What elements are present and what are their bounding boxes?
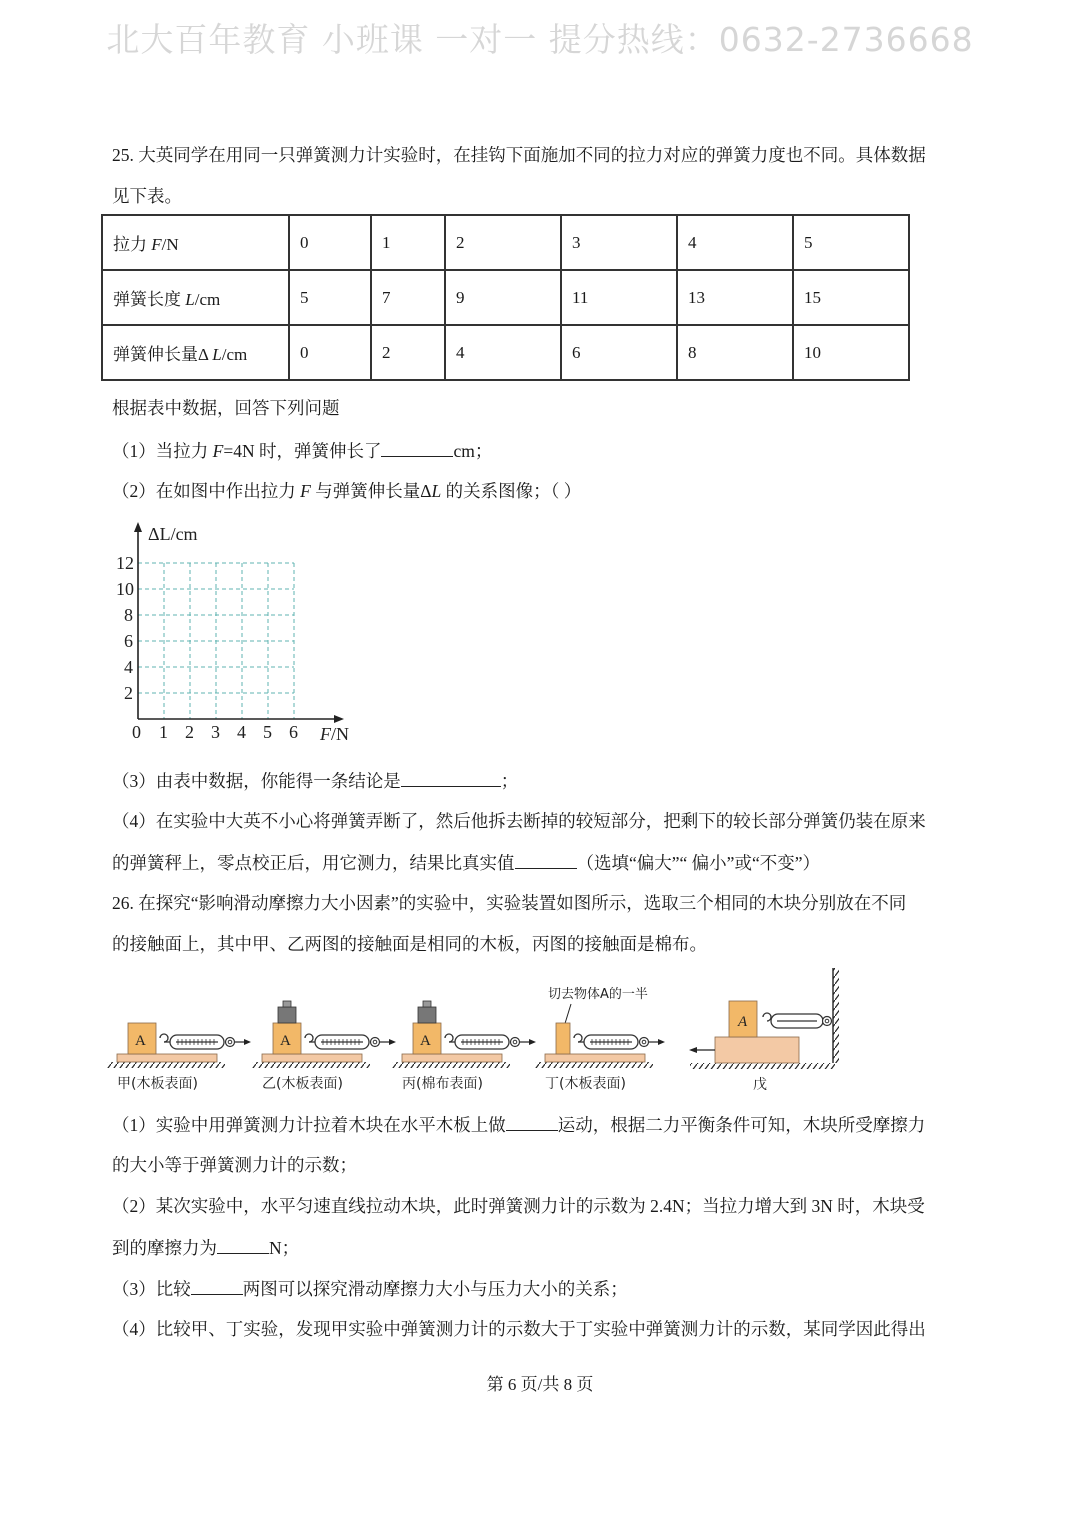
table-cell: 4 xyxy=(445,325,561,380)
q26-sub1-line2: 的大小等于弹簧测力计的示数； xyxy=(112,1155,357,1175)
answer-blank[interactable] xyxy=(506,1112,558,1131)
svg-text:1: 1 xyxy=(159,722,168,742)
svg-text:8: 8 xyxy=(124,605,133,625)
figure-bing xyxy=(392,1001,536,1092)
axes xyxy=(138,528,338,719)
svg-text:丙(棉布表面): 丙(棉布表面) xyxy=(402,1076,483,1092)
q25-sub1: （1）当拉力 F=4N 时，弹簧伸长了 cm； xyxy=(112,438,492,463)
y-axis-label: ΔL/cm xyxy=(148,524,198,544)
svg-text:12: 12 xyxy=(116,553,134,573)
table-row xyxy=(102,270,909,325)
q25-intro-line1: 25. 大英同学在用同一只弹簧测力计实验时，在挂钩下面施加不同的拉力对应的弹簧力度也不同。具体数据 xyxy=(112,145,926,165)
figure-yi xyxy=(252,1001,396,1092)
svg-text:戊: 戊 xyxy=(753,1077,767,1093)
answer-blank[interactable] xyxy=(217,1235,269,1254)
svg-text:切去物体A的一半: 切去物体A的一半 xyxy=(548,987,648,1002)
table-cell: 9 xyxy=(445,270,561,325)
q26-sub2-line2: 到的摩擦力为 N； xyxy=(112,1235,299,1260)
answer-blank[interactable] xyxy=(515,850,577,869)
svg-text:2: 2 xyxy=(124,683,133,703)
table-cell: 3 xyxy=(561,215,677,270)
table-cell: 6 xyxy=(561,325,677,380)
table-cell: 5 xyxy=(289,270,371,325)
svg-text:10: 10 xyxy=(116,579,134,599)
answer-blank[interactable] xyxy=(381,438,453,457)
q26-intro-line2: 的接触面上，其中甲、乙两图的接触面是相同的木板，丙图的接触面是棉布。 xyxy=(112,934,707,954)
svg-text:/N: /N xyxy=(331,724,349,744)
q25-sub2: （2）在如图中作出拉力 F 与弹簧伸长量ΔL 的关系图像；（ ） xyxy=(112,481,582,501)
svg-text:6: 6 xyxy=(124,631,133,651)
row-label: 弹簧伸长量Δ L/cm xyxy=(102,325,289,380)
table-cell: 2 xyxy=(445,215,561,270)
answer-blank[interactable] xyxy=(401,768,501,787)
table-cell: 15 xyxy=(793,270,909,325)
svg-text:甲(木板表面): 甲(木板表面) xyxy=(117,1076,198,1092)
q25-sub3: （3）由表中数据，你能得一条结论是 ； xyxy=(112,768,518,793)
q26-intro-line1: 26. 在探究“影响滑动摩擦力大小因素”的实验中，实验装置如图所示，选取三个相同的木块分别放在不同 xyxy=(112,893,907,913)
table-cell: 7 xyxy=(371,270,445,325)
table-cell: 0 xyxy=(289,325,371,380)
table-cell: 4 xyxy=(677,215,793,270)
svg-text:A: A xyxy=(280,1033,291,1049)
q26-sub3: （3）比较 两图可以探究滑动摩擦力大小与压力大小的关系； xyxy=(112,1276,628,1301)
table-cell: 10 xyxy=(793,325,909,380)
table-cell: 11 xyxy=(561,270,677,325)
grid-lines xyxy=(138,563,294,719)
svg-text:2: 2 xyxy=(185,722,194,742)
q25-sub4-line1: （4）在实验中大英不小心将弹簧弄断了，然后他拆去断掉的较短部分，把剩下的较长部分弹簧仍装在原来 xyxy=(112,811,926,831)
svg-text:A: A xyxy=(420,1033,431,1049)
row-label: 弹簧长度 L/cm xyxy=(102,270,289,325)
x-axis-label: F xyxy=(320,724,331,744)
figure-ding xyxy=(535,986,665,1092)
row-label: 拉力 F/N xyxy=(102,215,289,270)
table-row xyxy=(102,325,909,380)
page-footer: 第 6 页/共 8 页 xyxy=(486,1375,594,1394)
svg-text:3: 3 xyxy=(211,722,220,742)
svg-text:A: A xyxy=(135,1033,146,1049)
table-cell: 8 xyxy=(677,325,793,380)
svg-text:0: 0 xyxy=(132,722,141,742)
svg-text:4: 4 xyxy=(237,722,246,742)
svg-text:6: 6 xyxy=(289,722,298,742)
table-cell: 0 xyxy=(289,215,371,270)
svg-text:4: 4 xyxy=(124,657,133,677)
experiment-figures xyxy=(105,960,845,1100)
table-row xyxy=(102,215,909,270)
table-cell: 5 xyxy=(793,215,909,270)
answer-blank[interactable] xyxy=(191,1276,243,1295)
table-cell: 2 xyxy=(371,325,445,380)
q26-sub1: （1）实验中用弹簧测力计拉着木块在水平木板上做 运动，根据二力平衡条件可知，木块所受摩擦力 xyxy=(112,1112,925,1137)
watermark: 北大百年教育 小班课 一对一 提分热线：0632-2736668 xyxy=(106,20,974,59)
figure-jia xyxy=(107,1023,251,1092)
svg-text:5: 5 xyxy=(263,722,272,742)
svg-text:A: A xyxy=(738,1014,748,1030)
y-axis-arrow-icon xyxy=(134,522,142,532)
blank-graph-grid[interactable] xyxy=(110,518,360,748)
q25-prompt: 根据表中数据，回答下列问题 xyxy=(112,398,340,418)
table-cell: 1 xyxy=(371,215,445,270)
figure-wu xyxy=(689,968,839,1093)
q26-sub4-line1: （4）比较甲、丁实验，发现甲实验中弹簧测力计的示数大于丁实验中弹簧测力计的示数，某同学因此得出 xyxy=(112,1319,926,1339)
data-table xyxy=(101,214,910,381)
q25-sub4-line2: 的弹簧秤上，零点校正后，用它测力，结果比真实值 （选填“偏大”“ 偏小”或“不变”） xyxy=(112,850,820,875)
table-cell: 13 xyxy=(677,270,793,325)
q25-intro-line2: 见下表。 xyxy=(112,186,182,206)
x-axis-arrow-icon xyxy=(334,715,344,723)
q26-sub2-line1: （2）某次实验中，水平匀速直线拉动木块，此时弹簧测力计的示数为 2.4N；当拉力增大到 3N 时，木块受 xyxy=(112,1196,925,1216)
svg-text:乙(木板表面): 乙(木板表面) xyxy=(262,1076,343,1092)
svg-text:丁(木板表面): 丁(木板表面) xyxy=(545,1076,626,1092)
